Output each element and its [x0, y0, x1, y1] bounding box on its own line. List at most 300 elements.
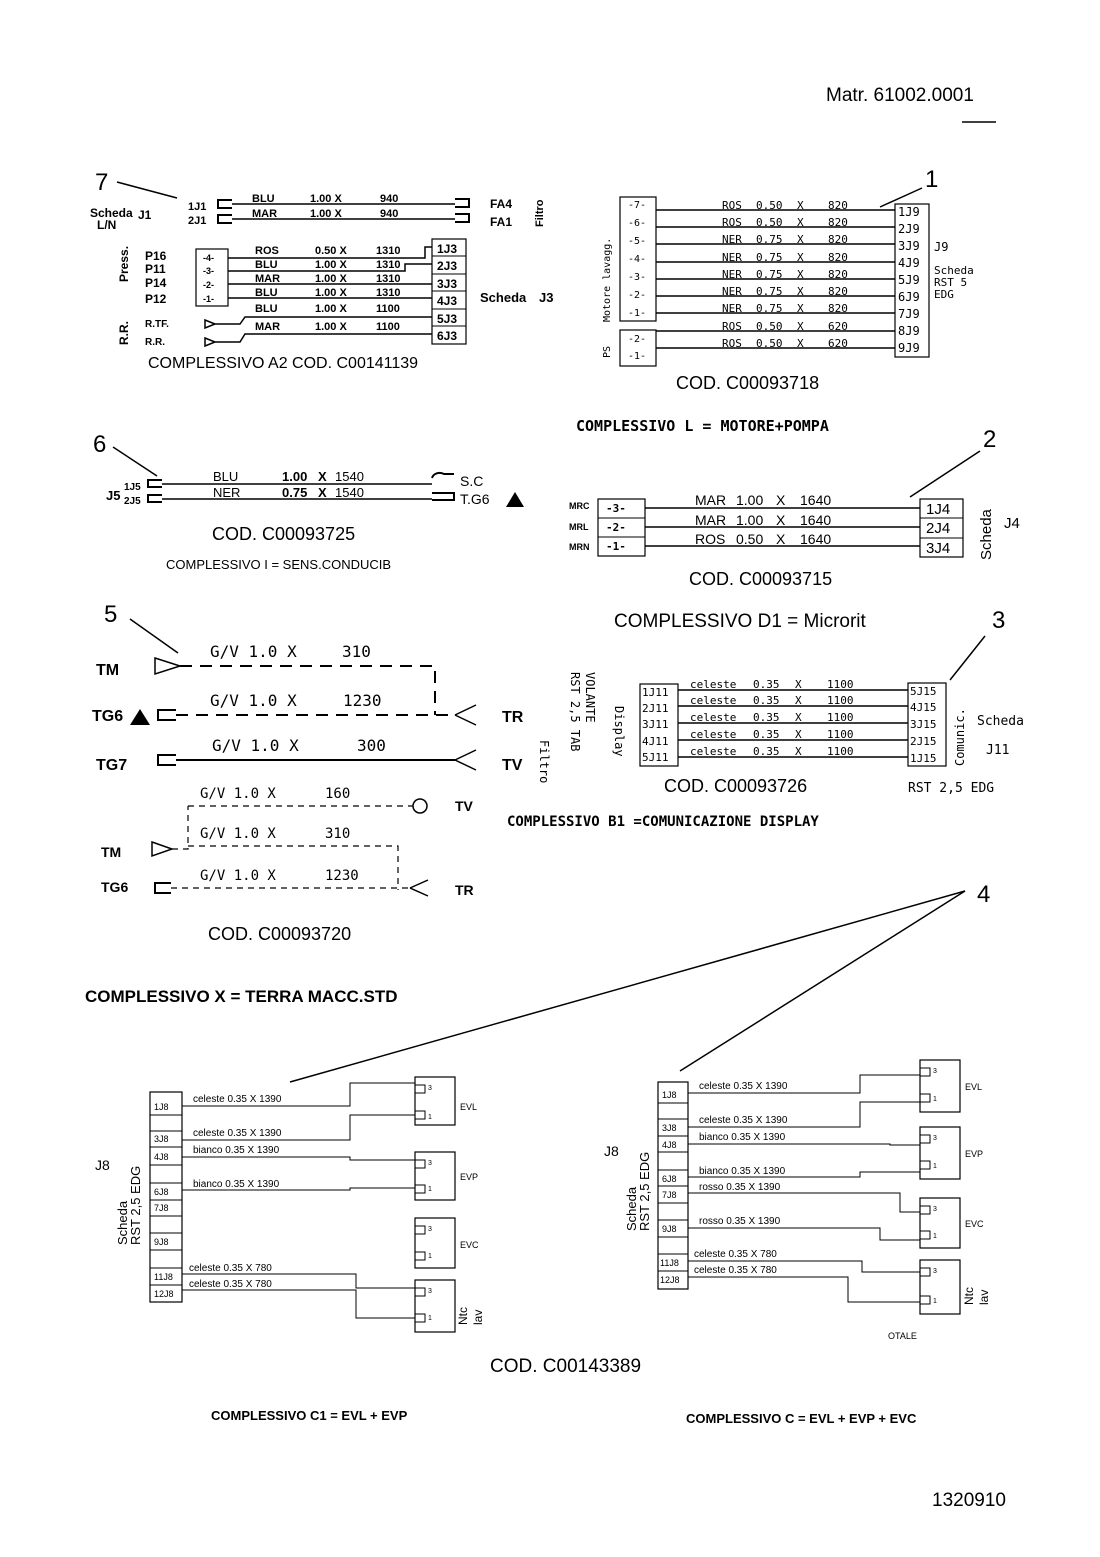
svg-text:1: 1 — [428, 1186, 432, 1193]
svg-text:0.50: 0.50 — [756, 337, 783, 350]
svg-text:1540: 1540 — [335, 469, 364, 484]
svg-text:0.75: 0.75 — [756, 302, 783, 315]
svg-text:1230: 1230 — [325, 868, 359, 884]
svg-text:310: 310 — [325, 826, 351, 842]
svg-text:-4-: -4- — [628, 254, 647, 265]
svg-text:-2-: -2- — [203, 280, 214, 290]
matr-number: Matr. 61002.0001 — [826, 85, 974, 106]
svg-text:celeste: celeste — [690, 711, 737, 724]
svg-text:BLU: BLU — [255, 303, 278, 315]
svg-text:Display: Display — [612, 706, 626, 757]
svg-text:0.35: 0.35 — [753, 711, 780, 724]
svg-text:6J8: 6J8 — [154, 1187, 169, 1197]
svg-text:MAR: MAR — [255, 321, 281, 333]
svg-text:ROS: ROS — [722, 216, 742, 229]
svg-text:4J11: 4J11 — [642, 735, 669, 748]
svg-text:G/V 1.0 X: G/V 1.0 X — [210, 691, 297, 710]
svg-text:5J3: 5J3 — [437, 312, 458, 326]
svg-text:Scheda: Scheda — [934, 264, 974, 277]
svg-text:5J15: 5J15 — [910, 685, 937, 698]
c-title: COMPLESSIVO C = EVL + EVP + EVC — [686, 1411, 917, 1426]
svg-text:2J3: 2J3 — [437, 259, 458, 273]
svg-text:X: X — [797, 251, 804, 264]
term-p11: P11 — [145, 262, 166, 276]
svg-text:1J8: 1J8 — [662, 1090, 677, 1100]
x-alt-row-1 — [188, 786, 474, 814]
a2-wire-6 — [255, 321, 400, 333]
filtro-label: Filtro — [534, 199, 546, 227]
svg-text:1310: 1310 — [376, 245, 401, 257]
svg-text:FA4: FA4 — [490, 197, 513, 211]
svg-text:1.00 X: 1.00 X — [310, 208, 342, 220]
svg-text:X: X — [797, 199, 804, 212]
x-row-2 — [92, 691, 524, 726]
svg-text:BLU: BLU — [255, 259, 278, 271]
svg-text:G/V 1.0 X: G/V 1.0 X — [200, 826, 276, 842]
svg-text:MRC: MRC — [569, 501, 590, 511]
i-code: COD. C00093725 — [212, 524, 356, 544]
press-label: Press. — [117, 245, 131, 282]
svg-text:300: 300 — [357, 736, 386, 755]
svg-text:3J4: 3J4 — [926, 540, 951, 557]
svg-text:7J8: 7J8 — [662, 1190, 677, 1200]
svg-text:4J8: 4J8 — [154, 1152, 169, 1162]
svg-text:-3-: -3- — [628, 272, 647, 283]
svg-text:Scheda: Scheda — [115, 1200, 130, 1245]
svg-text:X: X — [797, 268, 804, 281]
svg-text:BLU: BLU — [252, 193, 275, 205]
svg-text:MRN: MRN — [569, 542, 590, 552]
svg-text:EVC: EVC — [460, 1240, 479, 1250]
svg-text:3J15: 3J15 — [910, 718, 937, 731]
svg-text:1: 1 — [428, 1114, 432, 1121]
c1-title: COMPLESSIVO C1 = EVL + EVP — [211, 1408, 408, 1423]
svg-text:Ntc: Ntc — [456, 1307, 470, 1325]
svg-text:X: X — [795, 728, 802, 741]
svg-text:5J9: 5J9 — [898, 273, 920, 287]
b1-wire-1 — [690, 678, 854, 691]
svg-text:MRL: MRL — [569, 522, 589, 532]
svg-text:7J8: 7J8 — [154, 1203, 169, 1213]
svg-text:0.35: 0.35 — [753, 694, 780, 707]
svg-text:EVL: EVL — [965, 1082, 983, 1092]
a2-caption: COMPLESSIVO A2 COD. C00141139 — [148, 355, 419, 372]
svg-text:G/V 1.0 X: G/V 1.0 X — [200, 868, 276, 884]
d1-code: COD. C00093715 — [689, 569, 833, 589]
svg-text:2J5: 2J5 — [124, 496, 141, 507]
svg-text:3: 3 — [428, 1160, 432, 1167]
callout-6 — [93, 431, 157, 476]
svg-text:6J9: 6J9 — [898, 290, 920, 304]
svg-text:1310: 1310 — [376, 259, 401, 271]
svg-text:-6-: -6- — [628, 218, 647, 229]
svg-text:1.00: 1.00 — [736, 492, 764, 508]
harness-i — [106, 469, 524, 572]
svg-text:celeste: celeste — [690, 694, 737, 707]
pin-2j1: 2J1 — [188, 215, 207, 227]
a2-wire-2 — [255, 259, 400, 271]
svg-text:5: 5 — [104, 601, 118, 628]
svg-text:celeste 0.35 X 780: celeste 0.35 X 780 — [694, 1265, 777, 1276]
c-code: COD. C00143389 — [490, 1356, 642, 1377]
x-row-3 — [96, 736, 523, 774]
l-title: COMPLESSIVO L = MOTORE+POMPA — [576, 417, 829, 435]
svg-text:1.00 X: 1.00 X — [315, 273, 347, 285]
svg-text:RST 5: RST 5 — [934, 276, 968, 289]
svg-text:EVL: EVL — [460, 1102, 478, 1112]
svg-text:X: X — [318, 469, 327, 484]
svg-text:G/V 1.0 X: G/V 1.0 X — [212, 736, 299, 755]
svg-text:celeste 0.35 X 1390: celeste 0.35 X 1390 — [193, 1128, 282, 1139]
j5-label: J5 — [106, 488, 121, 503]
d1-wire-1 — [695, 492, 831, 508]
svg-text:3J3: 3J3 — [437, 277, 458, 291]
d1-scheda-label: Scheda — [978, 509, 995, 560]
harness-c — [490, 1060, 991, 1426]
svg-text:820: 820 — [828, 285, 848, 298]
harness-b1 — [507, 672, 1024, 830]
svg-text:X: X — [797, 337, 804, 350]
svg-text:2J9: 2J9 — [898, 222, 920, 236]
callout-7 — [95, 169, 177, 198]
svg-text:820: 820 — [828, 216, 848, 229]
svg-text:rosso 0.35 X 1390: rosso 0.35 X 1390 — [699, 1182, 781, 1193]
svg-text:TM: TM — [101, 844, 122, 860]
svg-text:MAR: MAR — [252, 208, 278, 220]
svg-text:12J8: 12J8 — [154, 1289, 174, 1299]
svg-text:0.75: 0.75 — [282, 485, 308, 500]
b1-wire-2 — [690, 694, 854, 707]
svg-text:11J8: 11J8 — [660, 1258, 679, 1268]
svg-text:4J9: 4J9 — [898, 256, 920, 270]
svg-text:X: X — [795, 694, 802, 707]
svg-text:5J11: 5J11 — [642, 751, 669, 764]
svg-text:2J11: 2J11 — [642, 702, 669, 715]
svg-text:2J15: 2J15 — [910, 735, 937, 748]
svg-text:820: 820 — [828, 233, 848, 246]
otale-label: OTALE — [888, 1331, 917, 1341]
svg-text:-2-: -2- — [628, 334, 647, 345]
callout-4 — [290, 881, 990, 1082]
document-number: 1320910 — [932, 1490, 1006, 1511]
svg-text:7J9: 7J9 — [898, 307, 920, 321]
svg-text:940: 940 — [380, 208, 399, 220]
warning-triangle-icon — [130, 709, 150, 725]
svg-text:Scheda: Scheda — [624, 1186, 639, 1231]
svg-text:celeste: celeste — [690, 678, 737, 691]
svg-text:EVP: EVP — [460, 1172, 479, 1182]
svg-text:6J8: 6J8 — [662, 1174, 677, 1184]
c-evp-device — [920, 1127, 983, 1179]
svg-text:1J11: 1J11 — [642, 686, 669, 699]
svg-text:3: 3 — [428, 1226, 432, 1233]
svg-text:1640: 1640 — [800, 512, 832, 528]
svg-text:-3-: -3- — [606, 502, 626, 515]
warning-triangle-icon — [506, 492, 524, 507]
svg-text:bianco 0.35 X 1390: bianco 0.35 X 1390 — [193, 1145, 280, 1156]
svg-text:-1-: -1- — [606, 540, 626, 553]
svg-text:1J15: 1J15 — [910, 752, 937, 765]
j9-label: J9 — [934, 240, 949, 254]
c-ntc-device — [920, 1260, 991, 1314]
svg-text:S.C: S.C — [460, 473, 484, 489]
svg-text:-2-: -2- — [628, 290, 647, 301]
svg-text:X: X — [318, 485, 327, 500]
svg-text:3: 3 — [992, 607, 1006, 634]
svg-text:1J8: 1J8 — [154, 1102, 169, 1112]
svg-text:lav: lav — [977, 1289, 991, 1305]
svg-text:ROS: ROS — [722, 337, 742, 350]
svg-text:1100: 1100 — [827, 711, 854, 724]
svg-text:1.00: 1.00 — [736, 512, 764, 528]
svg-text:1100: 1100 — [827, 678, 854, 691]
svg-text:Filtro: Filtro — [537, 740, 551, 784]
svg-text:NER: NER — [213, 485, 241, 500]
svg-text:0.50 X: 0.50 X — [315, 245, 347, 257]
i-wire-2 — [213, 485, 490, 507]
svg-text:TG6: TG6 — [101, 879, 129, 895]
svg-text:310: 310 — [342, 642, 371, 661]
term-rtf: R.TF. — [145, 319, 169, 330]
b1-wire-3 — [690, 711, 854, 724]
svg-text:1100: 1100 — [376, 303, 400, 315]
svg-text:X: X — [776, 512, 786, 528]
svg-text:-2-: -2- — [606, 521, 626, 534]
svg-text:1540: 1540 — [335, 485, 364, 500]
svg-text:1640: 1640 — [800, 492, 832, 508]
svg-text:X: X — [797, 233, 804, 246]
svg-text:820: 820 — [828, 199, 848, 212]
svg-text:TG7: TG7 — [96, 757, 128, 774]
a2-wire-1 — [255, 245, 400, 257]
svg-text:1J3: 1J3 — [437, 242, 458, 256]
svg-text:TV: TV — [502, 757, 523, 774]
svg-text:1.00 X: 1.00 X — [315, 287, 347, 299]
svg-text:ROS: ROS — [722, 199, 742, 212]
svg-text:9J8: 9J8 — [154, 1237, 169, 1247]
svg-text:ROS: ROS — [722, 320, 742, 333]
svg-text:1J5: 1J5 — [124, 482, 141, 493]
c-evl-device — [920, 1060, 982, 1112]
svg-text:0.75: 0.75 — [756, 285, 783, 298]
svg-text:2J4: 2J4 — [926, 520, 951, 537]
svg-text:0.75: 0.75 — [756, 268, 783, 281]
svg-text:G/V 1.0 X: G/V 1.0 X — [210, 642, 297, 661]
d1-wire-2 — [695, 512, 831, 528]
c-j8-label: J8 — [604, 1143, 619, 1159]
svg-text:X: X — [797, 216, 804, 229]
svg-text:TV: TV — [455, 798, 473, 814]
svg-text:820: 820 — [828, 251, 848, 264]
svg-text:160: 160 — [325, 786, 351, 802]
j11-label: J11 — [986, 743, 1010, 758]
svg-text:6: 6 — [93, 431, 107, 458]
svg-text:RST 2,5 EDG: RST 2,5 EDG — [128, 1165, 143, 1245]
svg-text:celeste 0.35 X 1390: celeste 0.35 X 1390 — [699, 1115, 788, 1126]
svg-text:620: 620 — [828, 320, 848, 333]
svg-text:1100: 1100 — [376, 321, 400, 333]
svg-text:2: 2 — [983, 426, 997, 453]
svg-text:celeste: celeste — [690, 728, 737, 741]
c-evc-device — [920, 1198, 984, 1248]
svg-text:0.35: 0.35 — [753, 678, 780, 691]
svg-text:X: X — [797, 320, 804, 333]
j4-label: J4 — [1004, 515, 1020, 532]
svg-text:620: 620 — [828, 337, 848, 350]
svg-text:X: X — [795, 711, 802, 724]
svg-text:EVP: EVP — [965, 1149, 984, 1159]
d1-title: COMPLESSIVO D1 = Microrit — [614, 611, 866, 632]
svg-text:EDG: EDG — [934, 288, 954, 301]
svg-text:RST 2,5 TAB: RST 2,5 TAB — [568, 672, 582, 752]
svg-text:3: 3 — [933, 1206, 937, 1213]
svg-text:1: 1 — [933, 1298, 937, 1305]
svg-text:ROS: ROS — [255, 245, 279, 257]
svg-text:X: X — [795, 745, 802, 758]
svg-text:3J9: 3J9 — [898, 239, 920, 253]
svg-text:celeste 0.35 X 1390: celeste 0.35 X 1390 — [193, 1094, 282, 1105]
svg-text:TG6: TG6 — [92, 708, 124, 725]
svg-text:G/V 1.0 X: G/V 1.0 X — [200, 786, 276, 802]
svg-text:MAR: MAR — [695, 492, 727, 508]
svg-text:X: X — [797, 302, 804, 315]
svg-text:3: 3 — [933, 1268, 937, 1275]
b1-wire-5 — [690, 745, 854, 758]
svg-text:3: 3 — [933, 1135, 937, 1142]
svg-text:3J8: 3J8 — [662, 1123, 677, 1133]
harness-l — [576, 197, 974, 435]
svg-text:bianco 0.35 X 1390: bianco 0.35 X 1390 — [193, 1179, 280, 1190]
svg-text:Comunic.: Comunic. — [953, 708, 967, 766]
svg-text:0.50: 0.50 — [756, 199, 783, 212]
c1-evl-device — [415, 1077, 477, 1125]
svg-text:0.75: 0.75 — [756, 251, 783, 264]
svg-text:4J8: 4J8 — [662, 1140, 677, 1150]
svg-text:BLU: BLU — [255, 287, 278, 299]
svg-text:0.35: 0.35 — [753, 728, 780, 741]
svg-text:NER: NER — [722, 285, 742, 298]
svg-text:X: X — [795, 678, 802, 691]
svg-text:NER: NER — [722, 302, 742, 315]
svg-text:NER: NER — [722, 233, 742, 246]
svg-text:0.75: 0.75 — [756, 233, 783, 246]
svg-text:TR: TR — [455, 882, 474, 898]
harness-a2 — [90, 193, 553, 372]
svg-text:820: 820 — [828, 268, 848, 281]
svg-text:-1-: -1- — [628, 308, 647, 319]
svg-text:11J8: 11J8 — [154, 1272, 173, 1282]
svg-text:ROS: ROS — [695, 531, 726, 547]
harness-c1 — [95, 1077, 485, 1423]
svg-text:9J8: 9J8 — [662, 1224, 677, 1234]
a2-wire-3 — [255, 273, 400, 285]
svg-text:1310: 1310 — [376, 287, 401, 299]
svg-text:1.00 X: 1.00 X — [315, 259, 347, 271]
svg-text:NER: NER — [722, 268, 742, 281]
svg-text:celeste: celeste — [690, 745, 737, 758]
scheda-ln-label: Scheda L/N — [90, 206, 133, 232]
b1-scheda-label: Scheda — [977, 714, 1024, 729]
svg-text:1J4: 1J4 — [926, 501, 951, 518]
c1-evp-device — [415, 1152, 478, 1200]
svg-text:bianco 0.35 X 1390: bianco 0.35 X 1390 — [699, 1132, 786, 1143]
x-alt-row-3 — [101, 868, 474, 898]
svg-text:RST 2,5 EDG: RST 2,5 EDG — [637, 1151, 652, 1231]
b1-wire-4 — [690, 728, 854, 741]
svg-text:7: 7 — [95, 169, 109, 196]
svg-text:TR: TR — [502, 709, 524, 726]
term-rr: R.R. — [145, 337, 165, 348]
pin-1j1: 1J1 — [188, 201, 207, 213]
harness-x — [85, 642, 524, 1006]
svg-text:9J9: 9J9 — [898, 341, 920, 355]
svg-text:celeste 0.35 X 780: celeste 0.35 X 780 — [694, 1249, 777, 1260]
svg-text:BLU: BLU — [213, 469, 239, 484]
svg-text:rosso 0.35 X 1390: rosso 0.35 X 1390 — [699, 1216, 781, 1227]
svg-text:1.00: 1.00 — [282, 469, 308, 484]
svg-text:1J9: 1J9 — [898, 205, 920, 219]
c1-evc-device — [415, 1218, 479, 1268]
x-title: COMPLESSIVO X = TERRA MACC.STD — [85, 987, 398, 1006]
svg-text:12J8: 12J8 — [660, 1275, 680, 1285]
callout-2 — [910, 426, 996, 497]
svg-text:X: X — [776, 492, 786, 508]
svg-text:4: 4 — [977, 881, 991, 908]
svg-text:1230: 1230 — [343, 691, 382, 710]
svg-text:-1-: -1- — [203, 294, 214, 304]
svg-text:3J11: 3J11 — [642, 718, 669, 731]
svg-text:1: 1 — [428, 1315, 432, 1322]
svg-text:-5-: -5- — [628, 236, 647, 247]
svg-text:3: 3 — [428, 1085, 432, 1092]
svg-text:-4-: -4- — [203, 253, 214, 263]
callout-3 — [950, 607, 1005, 680]
term-p16: P16 — [145, 249, 167, 263]
b1-rst-label: RST 2,5 EDG — [908, 781, 995, 796]
svg-text:-7-: -7- — [628, 200, 647, 211]
svg-text:EVC: EVC — [965, 1219, 984, 1229]
svg-text:1100: 1100 — [827, 728, 854, 741]
callout-1 — [880, 166, 938, 207]
a2-wire-4 — [255, 287, 400, 299]
ps-label: PS — [602, 345, 613, 358]
svg-text:1.00 X: 1.00 X — [315, 321, 347, 333]
d1-wire-3 — [695, 531, 831, 547]
scheda-j3-label: Scheda — [480, 290, 527, 305]
svg-text:0.50: 0.50 — [736, 531, 764, 547]
svg-text:1310: 1310 — [376, 273, 401, 285]
svg-text:1: 1 — [933, 1096, 937, 1103]
l-code: COD. C00093718 — [676, 373, 820, 393]
svg-text:VOLANTE: VOLANTE — [583, 672, 597, 723]
term-p12: P12 — [145, 292, 167, 306]
svg-text:MAR: MAR — [255, 273, 281, 285]
svg-text:0.50: 0.50 — [756, 320, 783, 333]
svg-text:-3-: -3- — [203, 266, 214, 276]
svg-text:1: 1 — [933, 1233, 937, 1240]
svg-text:1: 1 — [933, 1163, 937, 1170]
c1-j8-label: J8 — [95, 1157, 110, 1173]
svg-text:3: 3 — [428, 1288, 432, 1295]
c1-ntc-device — [415, 1280, 485, 1332]
svg-text:940: 940 — [380, 193, 399, 205]
svg-text:820: 820 — [828, 302, 848, 315]
svg-text:-1-: -1- — [628, 351, 647, 362]
motore-lavagg-label: Motore lavagg. — [602, 237, 613, 322]
svg-text:celeste 0.35 X 780: celeste 0.35 X 780 — [189, 1263, 272, 1274]
svg-text:1: 1 — [925, 166, 939, 193]
j1-label: J1 — [138, 208, 152, 222]
